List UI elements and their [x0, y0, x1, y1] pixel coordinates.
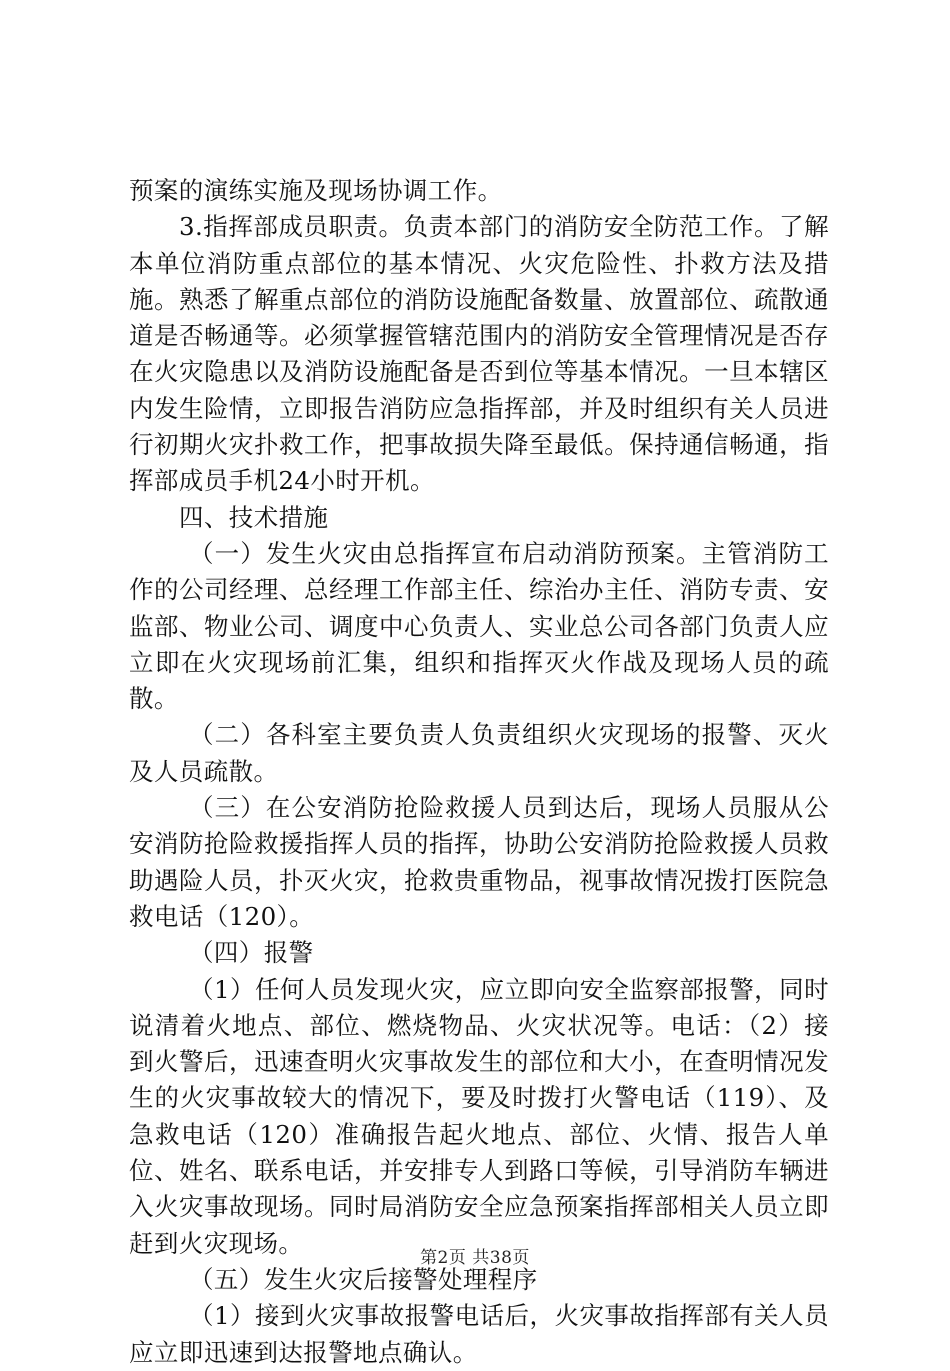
subheading-post-alarm-handling: （五）发生火灾后接警处理程序	[189, 1264, 538, 1294]
document-body	[129, 173, 829, 1371]
paragraph-item-2-departments: （二）各科室主要负责人负责组织火灾现场的报警、灭火及人员疏散。	[129, 720, 829, 786]
section-heading-technical-measures: 四、技术措施	[179, 502, 329, 532]
paragraph-alarm-procedure: （1）任何人员发现火灾，应立即向安全监察部报警，同时说清着火地点、部位、燃烧物品、火灾状况等。电话：（2）接到火警后，迅速查明火灾事故发生的部位和大小，在查明情况发生的火灾事故较大的情况下，要及时拨打火警电话（119）、及急救电话（120）准确报告起火地点、部位、火情、报告人单位、姓名、联系电话，并安排专人到路口等候，引导消防车辆进入火灾事故现场。同时局消防安全应急预案指挥部相关人员立即赶到火灾现场。	[129, 974, 829, 1258]
paragraph-confirm-alarm: （1）接到火灾事故报警电话后，火灾事故指挥部有关人员应立即迅速到达报警地点确认。	[129, 1301, 829, 1367]
paragraph-drill-coordination: 预案的演练实施及现场协调工作。	[129, 176, 503, 205]
paragraph-item-3-rescue: （三）在公安消防抢险救援人员到达后，现场人员服从公安消防抢险救援指挥人员的指挥，协助公安消防抢险救援人员救助遇险人员，扑灭火灾，抢救贵重物品，视事故情况拨打医院急救电话（120）。	[129, 793, 829, 931]
page-number-footer: 第2页 共38页	[420, 1248, 530, 1268]
paragraph-item-1-start-plan: （一）发生火灾由总指挥宣布启动消防预案。主管消防工作的公司经理、总经理工作部主任、综治办主任、消防专责、安监部、物业公司、调度中心负责人、实业总公司各部门负责人应立即在火灾现场前汇集，组织和指挥灭火作战及现场人员的疏散。	[129, 538, 829, 714]
subheading-alarm: （四）报警	[189, 938, 314, 968]
paragraph-member-duties: 3.指挥部成员职责。负责本部门的消防安全防范工作。了解本单位消防重点部位的基本情况、火灾危险性、扑救方法及措施。熟悉了解重点部位的消防设施配备数量、放置部位、疏散通道是否畅通等。必须掌握管辖范围内的消防安全管理情况是否存在火灾隐患以及消防设施配备是否到位等基本情况。一旦本辖区内发生险情，立即报告消防应急指挥部，并及时组织有关人员进行初期火灾扑救工作，把事故损失降至最低。保持通信畅通，指挥部成员手机24小时开机。	[129, 212, 829, 496]
